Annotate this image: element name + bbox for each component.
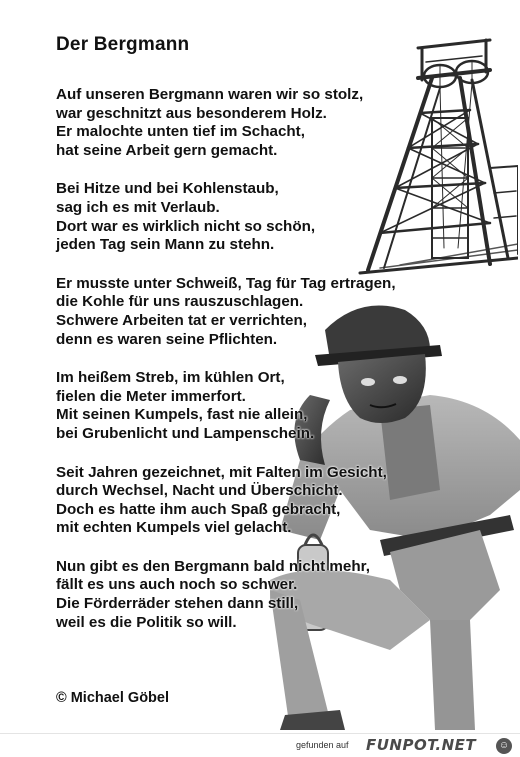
poem-line: Dort war es wirklich nicht so schön, xyxy=(56,217,316,235)
poem-line: mit echten Kumpels viel gelacht. xyxy=(56,519,292,537)
poem-line: durch Wechsel, Nacht und Überschicht. xyxy=(56,482,343,500)
poem-line: Seit Jahren gezeichnet, mit Falten im Gesicht, xyxy=(56,463,387,481)
copyright-author: © Michael Göbel xyxy=(56,690,170,706)
poem-line: Im heißem Streb, im kühlen Ort, xyxy=(56,369,285,387)
poem-line: weil es die Politik so will. xyxy=(56,613,237,631)
poem-line: Auf unseren Bergmann waren wir so stolz, xyxy=(56,86,364,103)
poem-line: jeden Tag sein Mann zu stehn. xyxy=(56,236,275,254)
funpot-logo-icon: ☺ xyxy=(496,738,512,754)
poem-body xyxy=(56,86,476,652)
poem-line: Nun gibt es den Bergmann bald nicht mehr, xyxy=(56,557,370,575)
stanza-1 xyxy=(56,86,476,160)
poem-line: hat seine Arbeit gern gemacht. xyxy=(56,141,278,159)
watermark-footer xyxy=(0,733,520,757)
poem-line: Doch es hatte ihm auch Spaß gebracht, xyxy=(56,500,341,518)
poem-line: fällt es uns auch noch so schwer. xyxy=(56,576,298,594)
stanza-3 xyxy=(56,275,476,349)
poem-line: Bei Hitze und bei Kohlenstaub, xyxy=(56,180,279,198)
poem-line: denn es waren seine Pflichten. xyxy=(56,330,278,348)
poem-line: bei Grubenlicht und Lampenschein. xyxy=(56,424,315,442)
brand-link[interactable]: FUNPOT.NET xyxy=(366,736,477,754)
poem-line: fielen die Meter immerfort. xyxy=(56,387,246,405)
poem-line: sag ich es mit Verlaub. xyxy=(56,198,220,216)
stanza-6 xyxy=(56,558,476,632)
stanza-4 xyxy=(56,369,476,443)
poem-line: Er musste unter Schweiß, Tag für Tag ertragen, xyxy=(56,274,396,292)
poem-line: Mit seinen Kumpels, fast nie allein, xyxy=(56,406,308,424)
stanza-2 xyxy=(56,180,476,254)
poem-title: Der Bergmann xyxy=(56,34,190,55)
poem-line: Die Förderräder stehen dann still, xyxy=(56,595,299,613)
found-on-label: gefunden auf xyxy=(296,740,349,750)
poem-line: war geschnitzt aus besonderem Holz. xyxy=(56,104,327,122)
poem-line: die Kohle für uns rauszuschlagen. xyxy=(56,293,304,311)
stanza-5 xyxy=(56,464,476,538)
poem-line: Schwere Arbeiten tat er verrichten, xyxy=(56,311,307,329)
poem-line: Er malochte unten tief im Schacht, xyxy=(56,123,305,141)
